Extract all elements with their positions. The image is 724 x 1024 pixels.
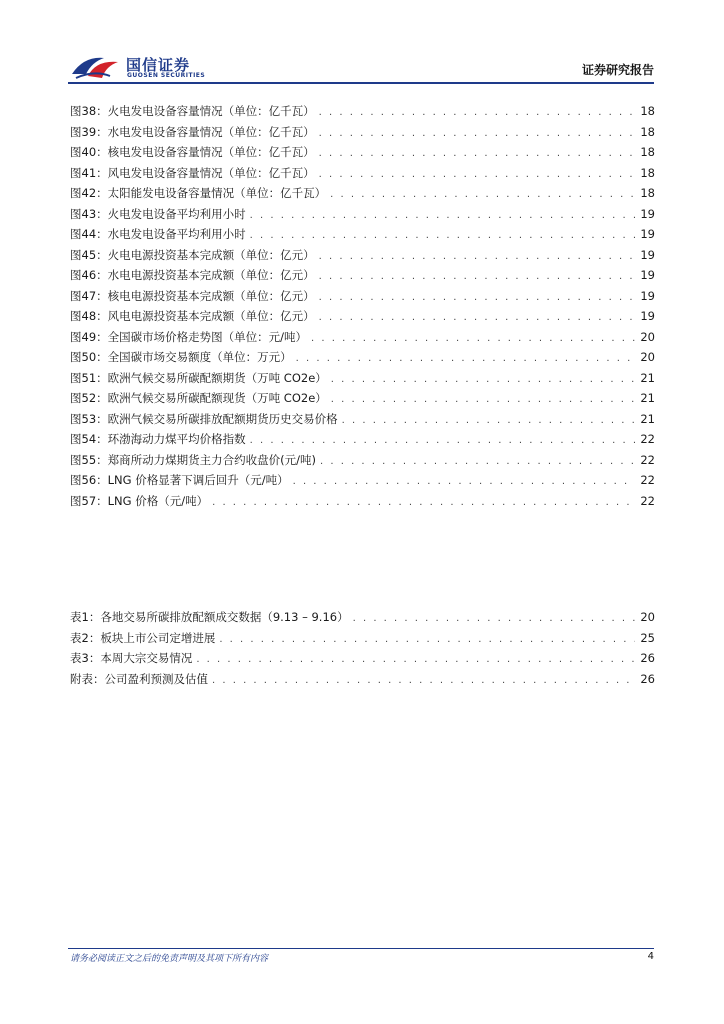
entry-label: 图46： [70, 268, 108, 282]
figure-toc-entry[interactable] [70, 329, 655, 350]
dot-leader [353, 613, 635, 624]
figure-toc-entry[interactable] [70, 349, 655, 370]
figure-toc-entry[interactable] [70, 288, 655, 309]
entry-label: 图40： [70, 145, 108, 159]
figure-toc-entry[interactable] [70, 472, 655, 493]
dot-leader [311, 333, 635, 344]
figure-toc-entry[interactable] [70, 308, 655, 329]
entry-page: 20 [640, 329, 655, 344]
entry-page: 21 [640, 391, 655, 405]
dot-leader [250, 230, 635, 241]
table-index [70, 609, 655, 691]
dot-leader [331, 394, 635, 405]
entry-title: 风电电源投资基本完成额（单位：亿元） [107, 309, 315, 323]
entry-title: 水电电源投资基本完成额（单位：亿元） [107, 268, 315, 282]
entry-title: 水电发电设备容量情况（单位：亿千瓦） [107, 124, 315, 139]
dot-leader [319, 128, 635, 139]
entry-page: 18 [640, 104, 655, 118]
entry-title: 各地交易所碳排放配额成交数据（9.13 – 9.16） [100, 610, 349, 624]
dot-leader [330, 189, 635, 200]
entry-title: 核电发电设备容量情况（单位：亿千瓦） [107, 145, 315, 159]
figure-toc-entry[interactable] [70, 144, 655, 165]
entry-title: 火电发电设备平均利用小时 [107, 206, 246, 221]
entry-title: 全国碳市场交易额度（单位：万元） [107, 350, 292, 364]
entry-title: 欧洲气候交易所碳配额期货（万吨 CO2e） [107, 370, 327, 385]
entry-page: 20 [640, 350, 655, 364]
entry-page: 22 [640, 432, 655, 446]
entry-page: 18 [640, 124, 655, 139]
entry-page: 18 [640, 165, 655, 180]
dot-leader [319, 312, 635, 323]
entry-label: 图50： [70, 350, 108, 364]
entry-label: 图45： [70, 247, 108, 262]
entry-title: 风电发电设备容量情况（单位：亿千瓦） [107, 165, 315, 180]
footer-divider [68, 948, 654, 949]
guosen-logo [70, 52, 210, 82]
entry-title: 火电发电设备容量情况（单位：亿千瓦） [107, 104, 315, 118]
figure-toc-entry[interactable] [70, 370, 655, 391]
logo-english-name: GUOSEN SECURITIES [127, 72, 206, 79]
entry-label: 图56： [70, 473, 108, 487]
entry-label: 图55： [70, 452, 108, 467]
entry-title: 环渤海动力煤平均价格指数 [107, 432, 246, 446]
entry-page: 19 [640, 268, 655, 282]
entry-title: 欧洲气候交易所碳配额现货（万吨 CO2e） [107, 391, 327, 405]
entry-title: 全国碳市场价格走势图（单位：元/吨） [107, 329, 308, 344]
entry-title: 本周大宗交易情况 [100, 651, 193, 665]
entry-label: 附表： [70, 671, 105, 686]
dot-leader [212, 497, 635, 508]
entry-label: 图42： [70, 186, 108, 200]
entry-page: 22 [640, 452, 655, 467]
entry-label: 表2： [70, 630, 101, 645]
report-type: 证券研究报告 [581, 63, 654, 77]
entry-label: 图47： [70, 288, 108, 303]
entry-page: 22 [640, 473, 655, 487]
entry-page: 26 [640, 671, 655, 686]
figure-toc-entry[interactable] [70, 452, 655, 473]
entry-title: 郑商所动力煤期货主力合约收盘价(元/吨) [107, 452, 316, 467]
dot-leader [319, 292, 635, 303]
dot-leader [320, 456, 635, 467]
entry-page: 18 [640, 145, 655, 159]
entry-title: 公司盈利预测及估值 [104, 671, 208, 686]
entry-page: 21 [640, 411, 655, 426]
dot-leader [196, 654, 635, 665]
entry-page: 22 [640, 493, 655, 508]
entry-page: 25 [640, 630, 655, 645]
dot-leader [319, 251, 635, 262]
dot-leader [250, 210, 635, 221]
entry-label: 图57： [70, 493, 108, 508]
footer-disclaimer: 请务必阅读正文之后的免责声明及其项下所有内容 [70, 954, 269, 964]
entry-label: 表1： [70, 610, 101, 624]
figure-toc-entry[interactable] [70, 206, 655, 227]
figure-toc-entry[interactable] [70, 493, 655, 514]
entry-page: 21 [640, 370, 655, 385]
entry-page: 19 [640, 309, 655, 323]
entry-page: 19 [640, 227, 655, 241]
dot-leader [331, 374, 635, 385]
dot-leader [293, 476, 635, 487]
guosen-logo-icon [70, 52, 122, 82]
entry-title: 核电电源投资基本完成额（单位：亿元） [107, 288, 315, 303]
figure-toc-entry[interactable] [70, 165, 655, 186]
dot-leader [219, 634, 635, 645]
entry-label: 图49： [70, 329, 108, 344]
figure-toc-entry[interactable] [70, 103, 655, 124]
header-divider [68, 82, 654, 84]
entry-page: 19 [640, 247, 655, 262]
dot-leader [250, 435, 635, 446]
dot-leader [319, 169, 635, 180]
figure-toc-entry[interactable] [70, 226, 655, 247]
entry-label: 图52： [70, 391, 108, 405]
dot-leader [342, 415, 635, 426]
table-toc-entry[interactable] [70, 609, 655, 630]
entry-label: 图39： [70, 124, 108, 139]
entry-label: 图54： [70, 432, 108, 446]
entry-page: 26 [640, 651, 655, 665]
entry-page: 20 [640, 610, 655, 624]
entry-title: 火电电源投资基本完成额（单位：亿元） [107, 247, 315, 262]
entry-title: 欧洲气候交易所碳排放配额期货历史交易价格 [107, 411, 338, 426]
dot-leader [319, 107, 635, 118]
entry-title: 水电发电设备平均利用小时 [107, 227, 246, 241]
figure-toc-entry[interactable] [70, 431, 655, 452]
entry-label: 图51： [70, 370, 108, 385]
entry-label: 图38： [70, 104, 108, 118]
entry-page: 19 [640, 206, 655, 221]
figure-toc-entry[interactable] [70, 267, 655, 288]
table-toc-entry[interactable] [70, 671, 655, 692]
dot-leader [319, 148, 635, 159]
figure-toc-entry[interactable] [70, 185, 655, 206]
figure-toc-entry[interactable] [70, 390, 655, 411]
entry-page: 19 [640, 288, 655, 303]
entry-label: 图44： [70, 227, 108, 241]
figure-index [70, 103, 655, 513]
entry-title: LNG 价格（元/吨） [107, 493, 209, 508]
entry-page: 18 [640, 186, 655, 200]
entry-label: 图48： [70, 309, 108, 323]
entry-title: 太阳能发电设备容量情况（单位：亿千瓦） [107, 186, 327, 200]
figure-toc-entry[interactable] [70, 124, 655, 145]
logo-chinese-name: 国信证券 [126, 56, 191, 74]
table-toc-entry[interactable] [70, 650, 655, 671]
figure-toc-entry[interactable] [70, 247, 655, 268]
entry-label: 图43： [70, 206, 108, 221]
page-number: 4 [647, 951, 654, 962]
page-header [0, 0, 724, 84]
entry-label: 图41： [70, 165, 108, 180]
entry-label: 图53： [70, 411, 108, 426]
dot-leader [212, 675, 635, 686]
table-toc-entry[interactable] [70, 630, 655, 651]
figure-toc-entry[interactable] [70, 411, 655, 432]
entry-title: LNG 价格显著下调后回升（元/吨） [107, 473, 289, 487]
entry-title: 板块上市公司定增进展 [100, 630, 216, 645]
dot-leader [296, 353, 635, 364]
entry-label: 表3： [70, 651, 101, 665]
dot-leader [319, 271, 635, 282]
